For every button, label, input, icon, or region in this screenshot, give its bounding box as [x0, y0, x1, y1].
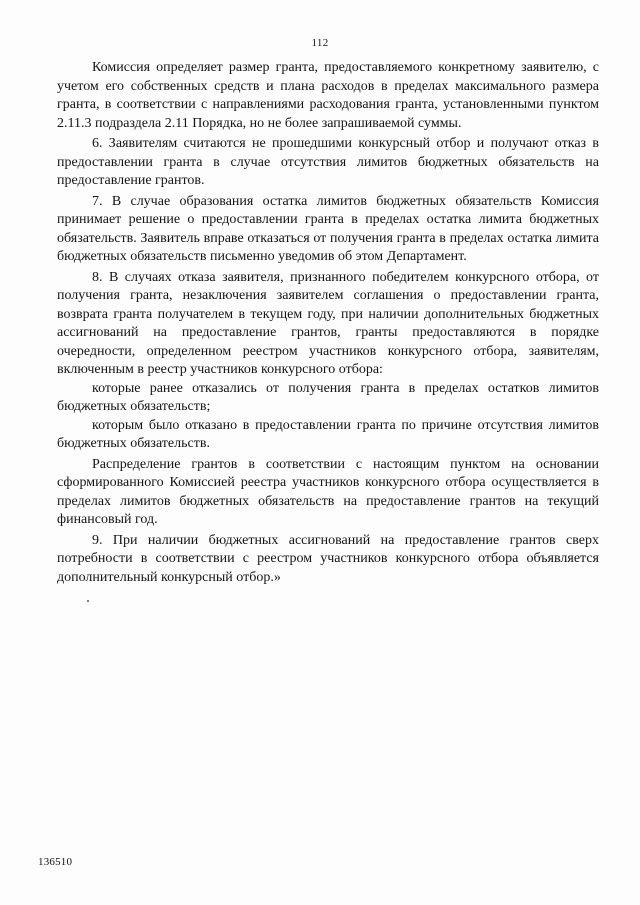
paragraph-8-item-denied: которым было отказано в предоставлении гранта по причине отсутствия лимитов бюджетных обязательств.: [57, 417, 599, 451]
document-code: 136510: [38, 856, 73, 868]
paragraph-7: 7. В случае образования остатка лимитов бюджетных обязательств Комиссия принимает решение о предоставлении гранта в пределах остатка лимита бюджетных обязательств. Заявитель вправе отказаться от получения гранта в пределах остатка лимита бюджетных обязательств письменно уведомив об этом Департамент.: [57, 193, 599, 264]
paragraph-8-item-refused: которые ранее отказались от получения гранта в пределах остатков лимитов бюджетных обязательств;: [57, 380, 599, 414]
document-body: [57, 59, 599, 587]
scan-speck: [87, 600, 89, 602]
paragraph-9: 9. При наличии бюджетных ассигнований на предоставление грантов сверх потребности в соответствии с реестром участников конкурсного отбора объявляется дополнительный конкурсный отбор.»: [57, 532, 599, 585]
paragraph-8: 8. В случаях отказа заявителя, признанного победителем конкурсного отбора, от получения гранта, незаключения заявителем соглашения о предоставлении гранта, возврата гранта получателем в текущем году, при наличии дополнительных бюджетных ассигнований на предоставление грантов, гранты предоставляются в порядке очередности, определенном реестром участников конкурсного отбора, заявителям, включенным в реестр участников конкурсного отбора:: [57, 269, 599, 377]
page-number: 112: [311, 37, 329, 49]
paragraph-6: 6. Заявителям считаются не прошедшими конкурсный отбор и получают отказ в предоставлении гранта в случае отсутствия лимитов бюджетных обязательств на предоставление грантов.: [57, 136, 599, 188]
paragraph-grant-size: Комиссия определяет размер гранта, предоставляемого конкретному заявителю, с учетом его собственных средств и плана расходов в пределах максимального размера гранта, в соответствии с направлениями расходования гранта, установленными пунктом 2.11.3 подраздела 2.11 Порядка, но не более запрашиваемой суммы.: [57, 60, 599, 131]
paragraph-8-distribution: Распределение грантов в соответствии с настоящим пунктом на основании сформированного Комиссией реестра участников конкурсного отбора осуществляется в пределах лимитов бюджетных обязательств на предоставление грантов на текущий финансовый год.: [57, 456, 599, 527]
